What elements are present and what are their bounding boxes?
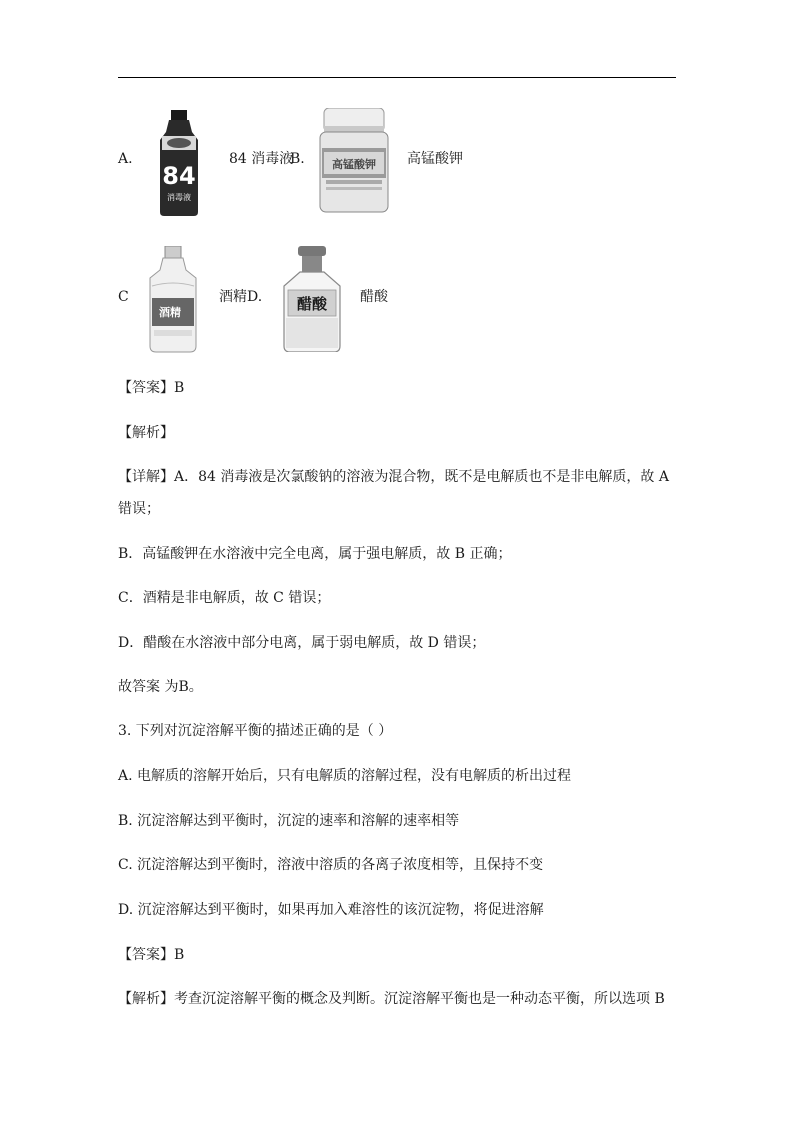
vinegar-bottle-image <box>278 246 346 352</box>
header-rule <box>118 77 676 78</box>
bottle-84-number: 84 <box>162 162 196 190</box>
q2-detail-d: D．醋酸在水溶液中部分电离，属于弱电解质，故 D 错误； <box>118 635 486 651</box>
option-b-letter: B. <box>290 151 305 167</box>
option-a-letter: A. <box>118 151 133 167</box>
option-d-letter: D. <box>247 289 263 305</box>
q3-analysis: 【解析】考查沉淀溶解平衡的概念及判断。沉淀溶解平衡也是一种动态平衡，所以选项 B <box>118 991 665 1007</box>
option-d-name: 醋酸 <box>360 289 388 305</box>
q2-detail-b: B．高锰酸钾在水溶液中完全电离，属于强电解质，故 B 正确； <box>118 546 512 562</box>
q3-option-a: A. 电解质的溶解开始后，只有电解质的溶解过程，没有电解质的析出过程 <box>118 768 572 784</box>
alcohol-bottle-label: 酒精 <box>159 306 181 319</box>
bottle-84-sub: 消毒液 <box>167 193 191 202</box>
q3-option-b: B. 沉淀溶解达到平衡时，沉淀的速率和溶解的速率相等 <box>118 813 460 829</box>
kmno4-jar-label: 高锰酸钾 <box>332 158 376 171</box>
option-a-name: 84 消毒液 <box>229 151 294 167</box>
q3-option-d: D. 沉淀溶解达到平衡时，如果再加入难溶性的该沉淀物，将促进溶解 <box>118 902 544 918</box>
q3-option-c: C. 沉淀溶解达到平衡时，溶液中溶质的各离子浓度相等，且保持不变 <box>118 857 544 873</box>
bottle-84-image <box>156 110 202 216</box>
q2-detail-c: C．酒精是非电解质，故 C 错误； <box>118 590 331 606</box>
option-c-letter: C <box>118 289 129 305</box>
option-b-name: 高锰酸钾 <box>407 151 463 167</box>
kmno4-jar-image <box>318 108 390 214</box>
q2-detail-line1: 【详解】A．84 消毒液是次氯酸钠的溶液为混合物，既不是电解质也不是非电解质，故 A <box>118 469 669 485</box>
vinegar-bottle-label: 醋酸 <box>296 295 328 313</box>
q2-conclusion: 故答案 为B。 <box>118 679 203 695</box>
q2-detail-line2: 错误； <box>118 501 160 517</box>
q2-analysis-heading: 【解析】 <box>118 425 174 441</box>
option-c-name: 酒精 <box>219 289 247 305</box>
alcohol-bottle-image <box>146 246 200 354</box>
q2-answer: 【答案】B <box>118 380 185 396</box>
q3-answer: 【答案】B <box>118 947 185 963</box>
q3-stem: 3. 下列对沉淀溶解平衡的描述正确的是（ ） <box>118 723 393 739</box>
